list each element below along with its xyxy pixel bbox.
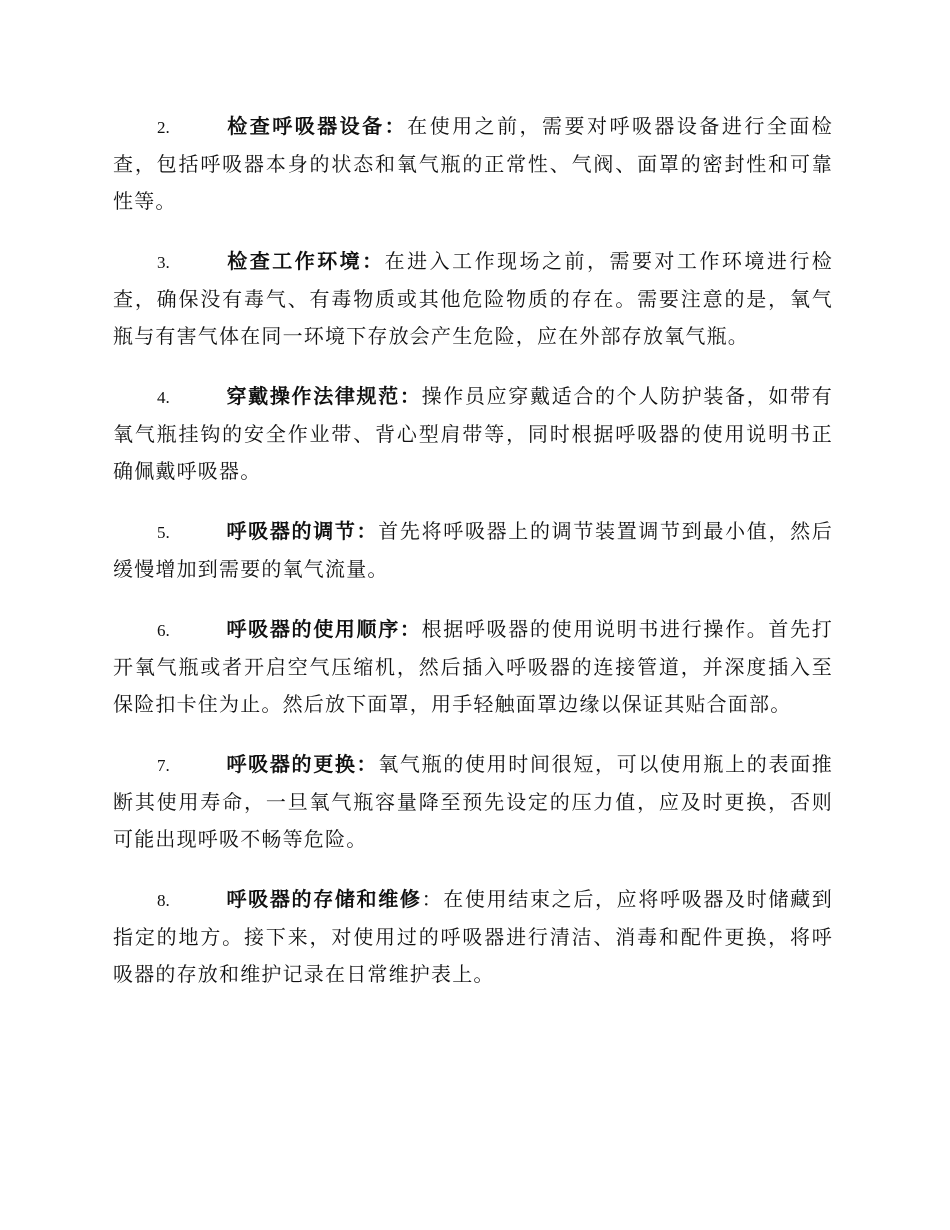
list-item (113, 513, 833, 588)
item-number: 2. (157, 118, 170, 137)
item-text: 在进入工作现场之前，需要对工作环境进行检查，确保没有毒气、有毒物质或其他危险物质的存在。需要注意的是，氧气瓶与有害气体在同一环境下存放会产生危险，应在外部存放氧气瓶。 (113, 249, 833, 348)
item-heading: 呼吸器的更换： (226, 752, 379, 776)
item-text: ：在使用结束之后，应将呼吸器及时储藏到指定的地方。接下来，对使用过的呼吸器进行清洁、消毒和配件更换，将呼吸器的存放和维护记录在日常维护表上。 (113, 887, 833, 986)
item-heading: 呼吸器的调节： (226, 519, 379, 543)
item-number: 8. (157, 891, 170, 910)
item-number: 6. (157, 621, 170, 640)
item-text: 首先将呼吸器上的调节装置调节到最小值，然后缓慢增加到需要的氧气流量。 (113, 519, 833, 581)
item-number: 3. (157, 253, 170, 272)
list-item (113, 108, 833, 220)
item-text: 操作员应穿戴适合的个人防护装备，如带有氧气瓶挂钩的安全作业带、背心型肩带等，同时根据呼吸器的使用说明书正确佩戴呼吸器。 (113, 384, 833, 483)
item-text: 氧气瓶的使用时间很短，可以使用瓶上的表面推断其使用寿命，一旦氧气瓶容量降至预先设定的压力值，应及时更换，否则可能出现呼吸不畅等危险。 (113, 752, 833, 851)
item-text: 根据呼吸器的使用说明书进行操作。首先打开氧气瓶或者开启空气压缩机，然后插入呼吸器的连接管道，并深度插入至保险扣卡住为止。然后放下面罩，用手轻触面罩边缘以保证其贴合面部。 (113, 617, 833, 716)
item-number: 5. (157, 523, 170, 542)
item-number: 4. (157, 388, 170, 407)
item-heading: 穿戴操作法律规范： (226, 384, 422, 408)
item-heading: 检查工作环境： (226, 249, 385, 273)
list-item (113, 881, 833, 993)
list-item (113, 611, 833, 723)
list-item (113, 378, 833, 490)
item-heading: 呼吸器的使用顺序： (226, 617, 422, 641)
item-text: 在使用之前，需要对呼吸器设备进行全面检查，包括呼吸器本身的状态和氧气瓶的正常性、气阀、面罩的密封性和可靠性等。 (113, 114, 833, 213)
item-heading: 呼吸器的存储和维修 (226, 887, 422, 911)
document-body (113, 108, 833, 1016)
list-item (113, 243, 833, 355)
item-number: 7. (157, 756, 170, 775)
list-item (113, 746, 833, 858)
item-heading: 检查呼吸器设备： (226, 114, 408, 138)
